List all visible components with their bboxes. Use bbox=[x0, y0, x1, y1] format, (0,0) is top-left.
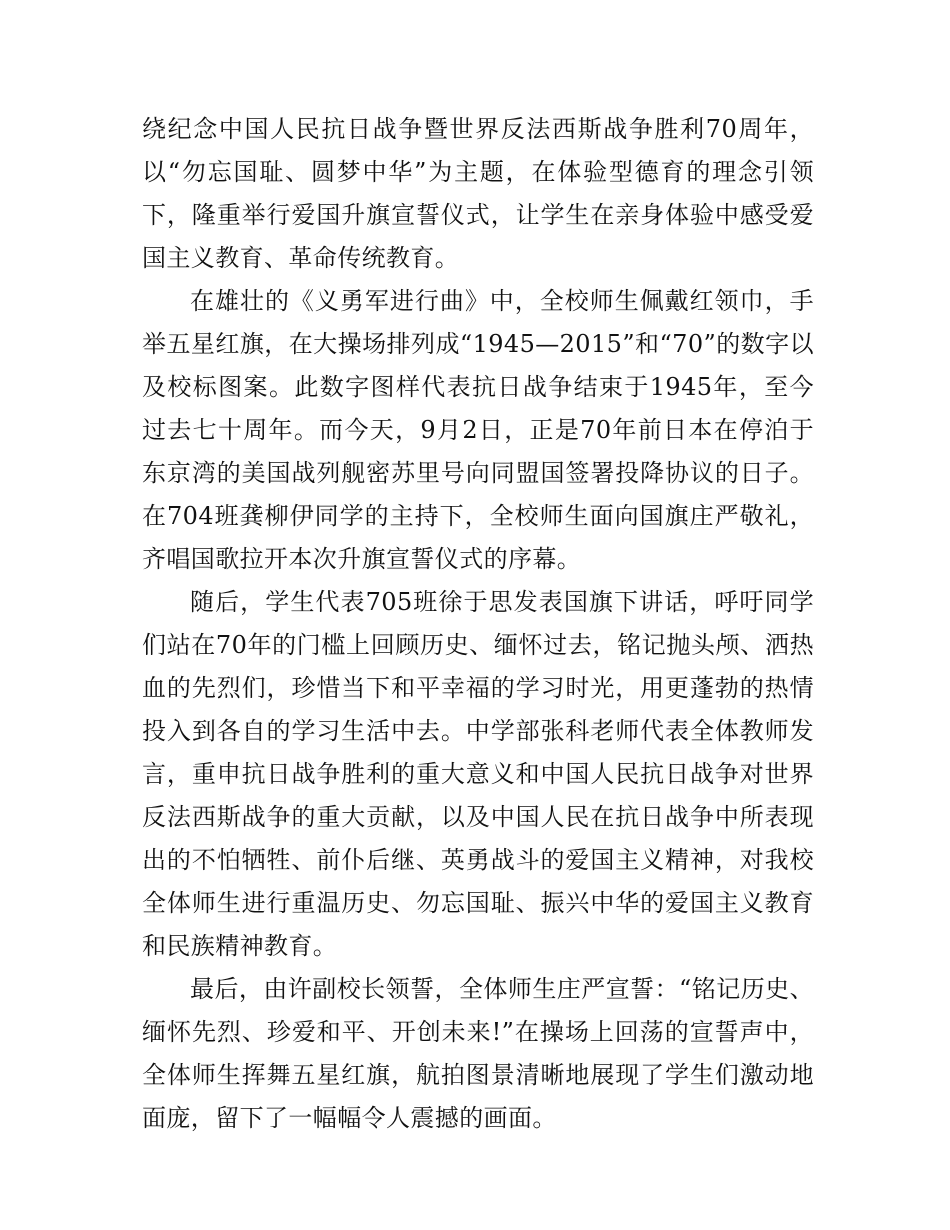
article-body bbox=[142, 108, 814, 1140]
paragraph-continuation: 绕纪念中国人民抗日战争暨世界反法西斯战争胜利70周年，以“勿忘国耻、圆梦中华”为主题，在体验型德育的理念引领下，隆重举行爱国升旗宣誓仪式，让学生在亲身体验中感受爱国主义教育、革命传统教育。 bbox=[142, 115, 814, 272]
paragraph-ceremony-formation: 在雄壮的《义勇军进行曲》中，全校师生佩戴红领巾，手举五星红旗，在大操场排列成“1945—2015”和“70”的数字以及校标图案。此数字图样代表抗日战争结束于1945年，至今过去七十周年。而今天，9月2日，正是70年前日本在停泊于东京湾的美国战列舰密苏里号向同盟国签署投降协议的日子。在704班龚柳伊同学的主持下，全校师生面向国旗庄严敬礼，齐唱国歌拉开本次升旗宣誓仪式的序幕。 bbox=[142, 287, 814, 573]
paragraph-speeches: 随后，学生代表705班徐于思发表国旗下讲话，呼吁同学们站在70年的门槛上回顾历史、缅怀过去，铭记抛头颅、洒热血的先烈们，珍惜当下和平幸福的学习时光，用更蓬勃的热情投入到各自的学习生活中去。中学部张科老师代表全体教师发言，重申抗日战争胜利的重大意义和中国人民抗日战争对世界反法西斯战争的重大贡献，以及中国人民在抗日战争中所表现出的不怕牺牲、前仆后继、英勇战斗的爱国主义精神，对我校全体师生进行重温历史、勿忘国耻、振兴中华的爱国主义教育和民族精神教育。 bbox=[142, 588, 814, 960]
paragraph-oath: 最后，由许副校长领誓，全体师生庄严宣誓：“铭记历史、缅怀先烈、珍爱和平、开创未来!”在操场上回荡的宣誓声中，全体师生挥舞五星红旗，航拍图景清晰地展现了学生们激动地面庞，留下了一幅幅令人震撼的画面。 bbox=[142, 975, 814, 1132]
